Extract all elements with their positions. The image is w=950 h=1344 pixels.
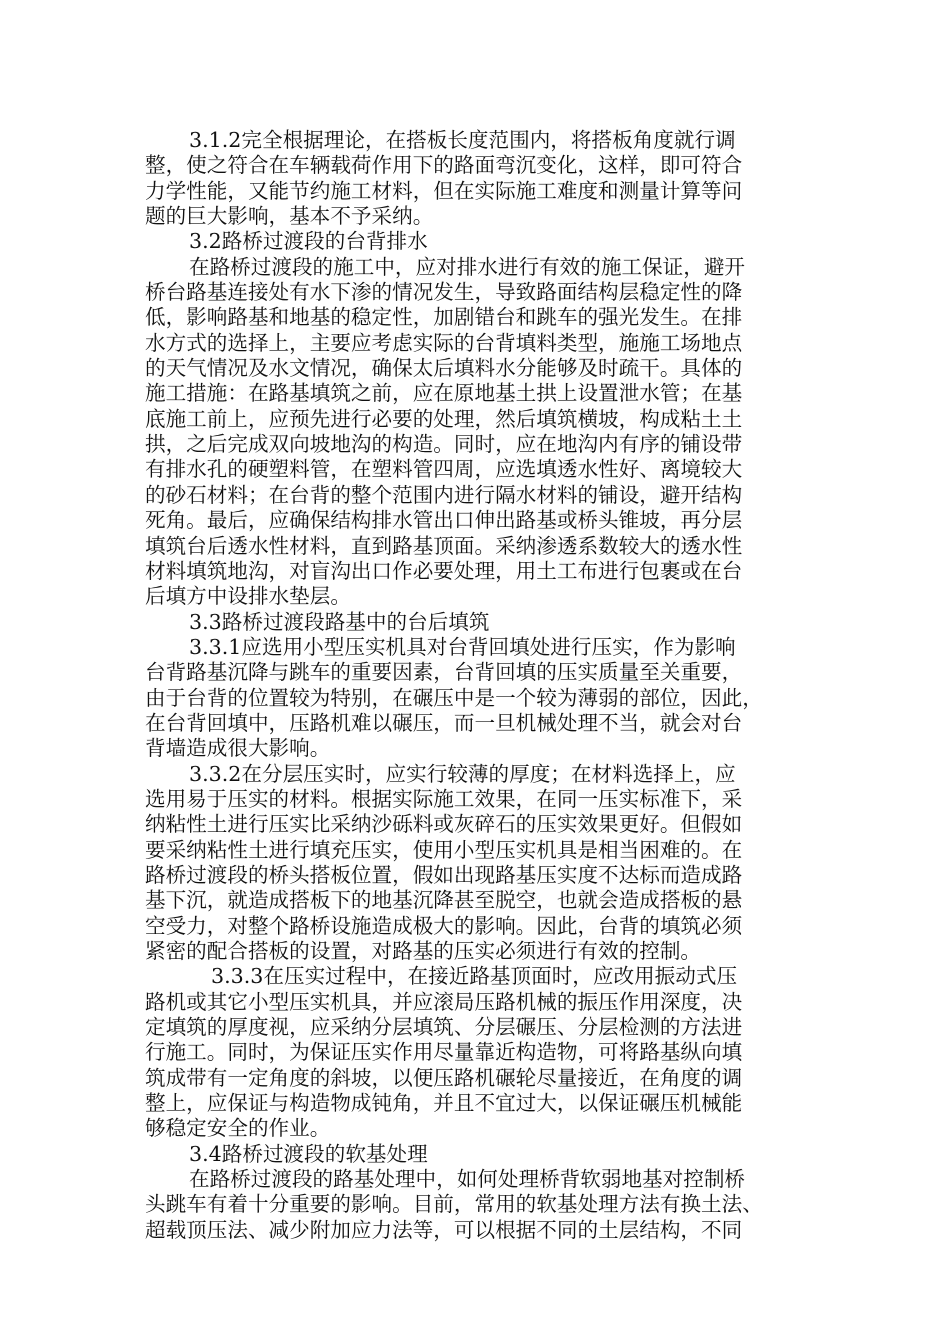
- text-line: 后填方中设排水垫层。: [145, 584, 351, 609]
- text-line: 在路桥过渡段的施工中，应对排水进行有效的施工保证，避开: [189, 254, 746, 279]
- text-line: 背墙造成很大影响。: [145, 736, 331, 761]
- text-line: 台背路基沉降与跳车的重要因素，台背回填的压实质量至关重要，: [145, 660, 743, 685]
- text-line: 的砂石材料；在台背的整个范围内进行隔水材料的铺设，避开结构: [145, 482, 743, 507]
- text-line: 的天气情况及水文情况，确保太后填料水分能够及时疏干。具体的: [145, 356, 743, 381]
- text-line: 头跳车有着十分重要的影响。目前，常用的软基处理方法有换土法、: [145, 1192, 763, 1217]
- text-line: 筑成带有一定角度的斜坡，以便压路机碾轮尽量接近，在角度的调: [145, 1065, 743, 1090]
- text-line: 3.3.1应选用小型压实机具对台背回填处进行压实，作为影响: [189, 634, 736, 659]
- text-line: 在路桥过渡段的路基处理中，如何处理桥背软弱地基对控制桥: [189, 1167, 746, 1192]
- text-line: 够稳定安全的作业。: [145, 1116, 331, 1141]
- text-line: 力学性能，又能节约施工材料，但在实际施工难度和测量计算等问: [145, 178, 743, 203]
- text-line: 拱，之后完成双向坡地沟的构造。同时，应在地沟内有序的铺设带: [145, 432, 743, 457]
- text-line: 3.1.2完全根据理论，在搭板长度范围内，将搭板角度就行调: [189, 128, 736, 152]
- text-line: 填筑台后透水性材料，直到路基顶面。采纳渗透系数较大的透水性: [145, 533, 743, 558]
- text-line: 有排水孔的硬塑料管，在塑料管四周，应选填透水性好、离境较大: [145, 457, 743, 482]
- text-line: 死角。最后，应确保结构排水管出口伸出路基或桥头锥坡，再分层: [145, 508, 743, 533]
- text-line: 3.3路桥过渡段路基中的台后填筑: [189, 609, 490, 634]
- text-line: 基下沉，就造成搭板下的地基沉降甚至脱空，也就会造成搭板的悬: [145, 888, 743, 913]
- text-line: 3.3.2在分层压实时，应实行较薄的厚度；在材料选择上，应: [189, 761, 736, 786]
- text-line: 材料填筑地沟，对盲沟出口作必要处理，用土工布进行包裹或在台: [145, 558, 743, 583]
- text-line: 3.2路桥过渡段的台背排水: [189, 229, 428, 254]
- text-line: 低，影响路基和地基的稳定性，加剧错台和跳车的强光发生。在排: [145, 305, 743, 330]
- text-line: 行施工。同时，为保证压实作用尽量靠近构造物，可将路基纵向填: [145, 1040, 743, 1065]
- text-line: 题的巨大影响，基本不予采纳。: [145, 204, 434, 229]
- text-line: 路桥过渡段的桥头搭板位置，假如出现路基压实度不达标而造成路: [145, 862, 743, 887]
- document-body: [145, 128, 795, 1243]
- text-line: 施工措施：在路基填筑之前，应在原地基土拱上设置泄水管；在基: [145, 381, 743, 406]
- text-line: 超载顶压法、减少附加应力法等，可以根据不同的土层结构，不同: [145, 1217, 743, 1242]
- text-line: 在台背回填中，压路机难以碾压，而一旦机械处理不当，就会对台: [145, 710, 743, 735]
- text-line: 整，使之符合在车辆载荷作用下的路面弯沉变化，这样，即可符合: [145, 153, 743, 178]
- text-line: 纳粘性土进行压实比采纳沙砾料或灰碎石的压实效果更好。但假如: [145, 812, 743, 837]
- text-line: 3.3.3在压实过程中，在接近路基顶面时，应改用振动式压: [211, 964, 738, 989]
- text-line: 空受力，对整个路桥设施造成极大的影响。因此，台背的填筑必须: [145, 913, 743, 938]
- text-line: 路机或其它小型压实机具，并应滚局压路机械的振压作用深度，决: [145, 989, 743, 1014]
- text-line: 要采纳粘性土进行填充压实，使用小型压实机具是相当困难的。在: [145, 837, 743, 862]
- text-line: 定填筑的厚度视，应采纳分层填筑、分层碾压、分层检测的方法进: [145, 1015, 743, 1040]
- text-line: 选用易于压实的材料。根据实际施工效果，在同一压实标准下，采: [145, 786, 743, 811]
- text-line: 紧密的配合搭板的设置，对路基的压实必须进行有效的控制。: [145, 939, 702, 963]
- text-line: 整上，应保证与构造物成钝角，并且不宜过大，以保证碾压机械能: [145, 1091, 743, 1116]
- text-line: 桥台路基连接处有水下渗的情况发生，导致路面结构层稳定性的降: [145, 280, 743, 305]
- text-line: 底施工前上，应预先进行必要的处理，然后填筑横坡，构成粘土土: [145, 406, 743, 431]
- text-line: 水方式的选择上，主要应考虑实际的台背填料类型，施施工场地点: [145, 330, 743, 355]
- text-line: 由于台背的位置较为特别，在碾压中是一个较为薄弱的部位，因此，: [145, 685, 763, 710]
- text-line: 3.4路桥过渡段的软基处理: [189, 1141, 428, 1166]
